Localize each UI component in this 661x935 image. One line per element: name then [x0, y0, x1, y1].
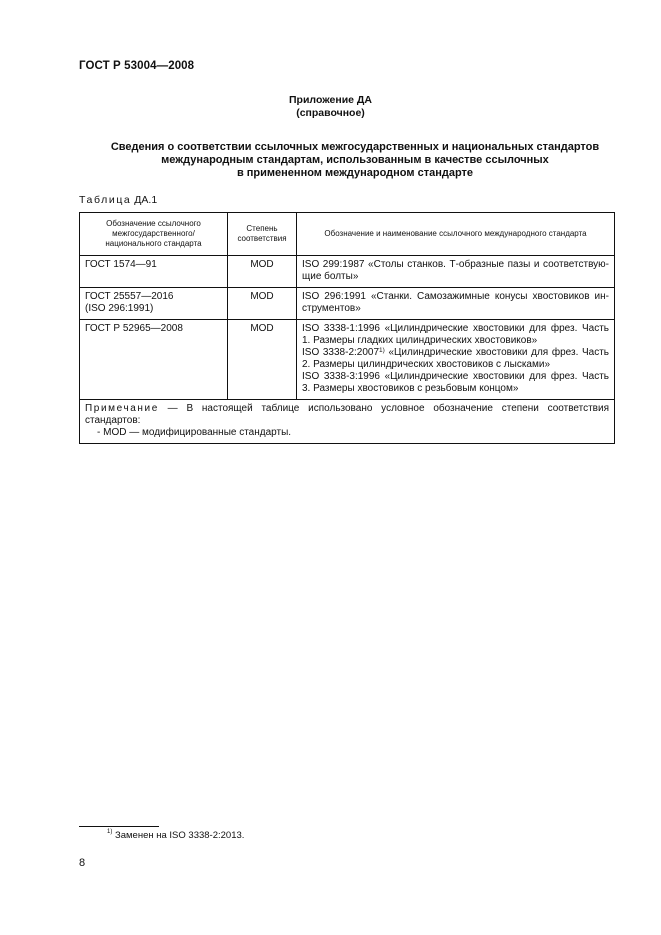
- intl-standard-code: ISO 3338-2:2007: [302, 347, 380, 358]
- appendix-title-line-1: Сведения о соответствии ссылочных межгосударственных и национальных стандартов: [110, 141, 600, 153]
- header-international-standard: Обозначение и наименование ссылочного международного стандарта: [297, 213, 615, 256]
- footnote-divider: [79, 826, 159, 827]
- national-standard-cell: ГОСТ Р 52965—2008: [80, 320, 228, 400]
- national-standard-line: (ISO 296:1991): [85, 303, 154, 314]
- note-label: Примечание: [85, 403, 159, 414]
- note-text: — В настоящей таблице использовано условное обозначение степени соответствия стандартов:: [85, 403, 609, 426]
- intl-standard-entry: [302, 347, 609, 371]
- national-standard-cell: [80, 288, 228, 320]
- table-row: [80, 288, 615, 320]
- table-row: [80, 256, 615, 288]
- appendix-title-line-2: международным стандартам, использованным в качестве ссылочных: [161, 154, 549, 166]
- international-standard-cell: ISO 296:1991 «Станки. Самозажимные конусы хвостовиков ин-струментов»: [297, 288, 615, 320]
- degree-cell: MOD: [228, 320, 297, 400]
- international-standard-cell: ISO 299:1987 «Столы станков. Т-образные пазы и соответствую-щие болты»: [297, 256, 615, 288]
- intl-standard-title: «Цилиндрические хвостовики для фрез. Часть 2. Размеры цилиндрических хвостовиков с лысками»: [302, 347, 609, 370]
- appendix-title-line-3: в примененном международном стандарте: [236, 167, 474, 179]
- appendix-title: [60, 141, 650, 180]
- footnote-number: 1): [107, 829, 113, 835]
- header-degree: Степень соответствия: [228, 213, 297, 256]
- table-header-row: [80, 213, 615, 256]
- table-note-row: [80, 400, 615, 444]
- degree-cell: MOD: [228, 288, 297, 320]
- table-caption: [79, 194, 157, 206]
- note-item: - MOD — модифицированные стандарты.: [97, 427, 292, 438]
- national-standard-cell: ГОСТ 1574—91: [80, 256, 228, 288]
- table-caption-number: ДА.1: [134, 194, 158, 206]
- table-row: [80, 320, 615, 400]
- appendix-type: (справочное): [296, 107, 365, 119]
- footnote-text: Заменен на ISO 3338-2:2013.: [112, 830, 245, 841]
- intl-standard-entry: ISO 3338-1:1996 «Цилиндрические хвостовики для фрез. Часть 1. Размеры гладких цилиндрических хвостовиков»: [302, 323, 609, 346]
- footnote-marker: 1): [379, 347, 385, 354]
- degree-cell: MOD: [228, 256, 297, 288]
- page-number: 8: [79, 857, 86, 869]
- national-standard-line: ГОСТ 25557—2016: [85, 291, 174, 302]
- appendix-label: Приложение ДА: [289, 94, 372, 106]
- reference-standards-table: [79, 212, 615, 444]
- table-note: [80, 400, 615, 444]
- intl-standard-entry: ISO 3338-3:1996 «Цилиндрические хвостовики для фрез. Часть 3. Размеры хвостовиков с резьбовым концом»: [302, 371, 609, 394]
- header-national-standard: Обозначение ссылочного межгосударственного/ национального стандарта: [80, 213, 228, 256]
- international-standard-cell: [297, 320, 615, 400]
- table-caption-word: Таблица: [79, 194, 132, 206]
- document-code: ГОСТ Р 53004—2008: [79, 60, 195, 72]
- footnote: [107, 830, 244, 841]
